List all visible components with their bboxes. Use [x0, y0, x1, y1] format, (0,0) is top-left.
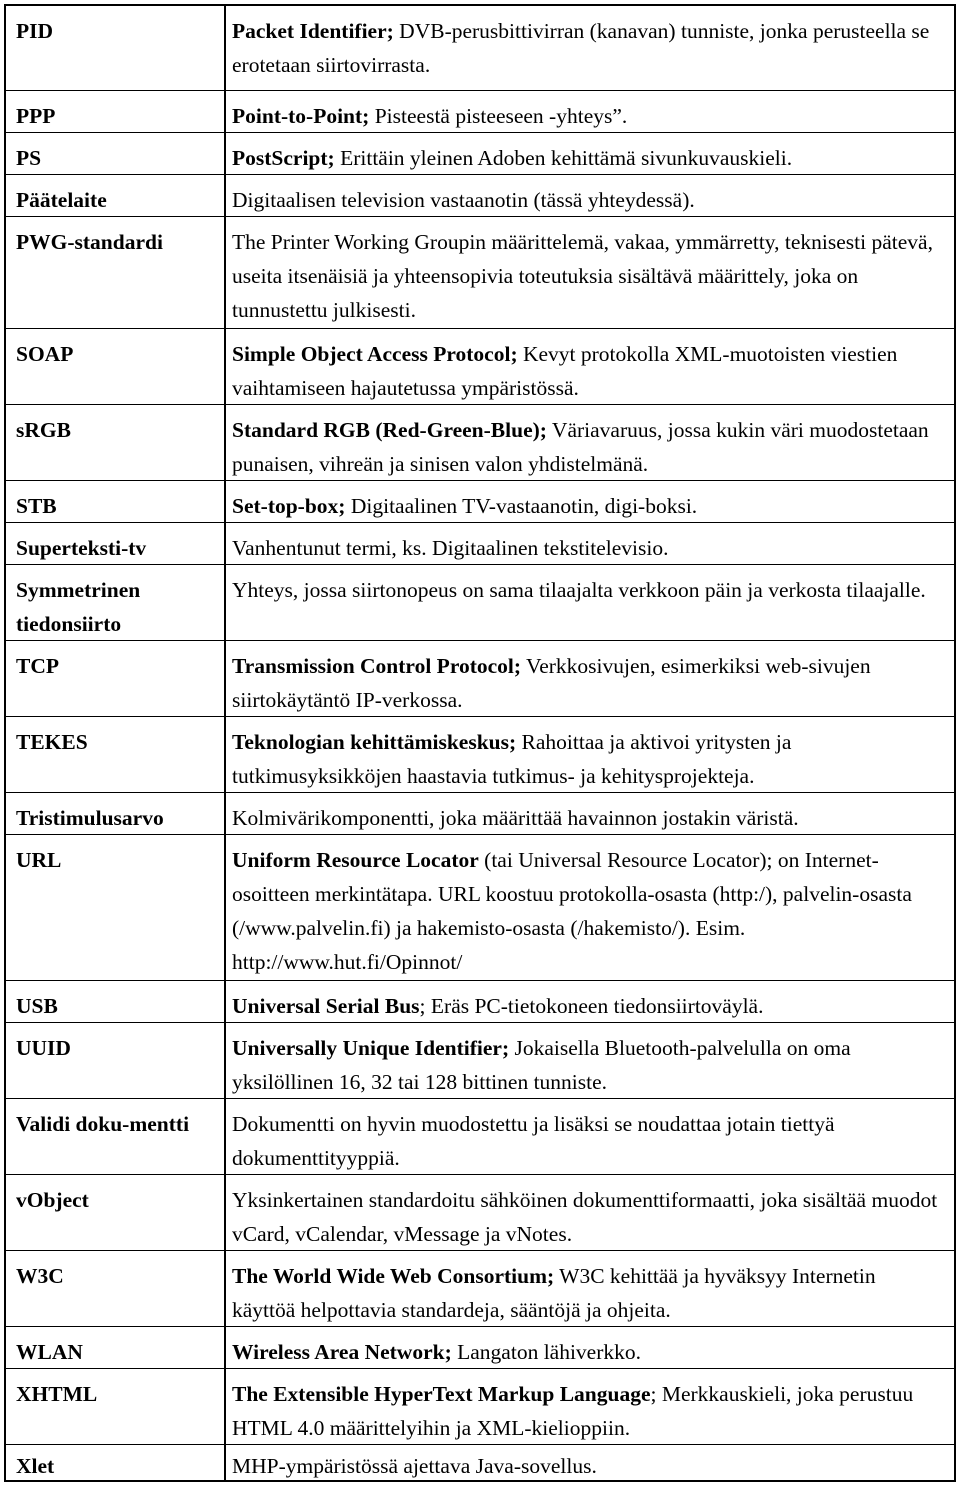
glossary-term: XHTML — [16, 1382, 98, 1406]
definition-text: Vanhentunut termi, ks. Digitaalinen tekstitelevisio. — [232, 536, 669, 560]
definition-bold-part: Universal Serial Bus — [232, 994, 420, 1018]
table-row — [6, 328, 954, 405]
definition-bold-part: Packet Identifier; — [232, 19, 394, 43]
table-row — [6, 1368, 954, 1445]
table-row — [6, 216, 954, 329]
glossary-term: WLAN — [16, 1340, 83, 1364]
glossary-term: PID — [16, 19, 54, 43]
glossary-term: PPP — [16, 104, 56, 128]
glossary-table — [4, 4, 956, 1482]
glossary-term: TEKES — [16, 730, 88, 754]
definition-text: The Printer Working Groupin määrittelemä, vakaa, ymmärretty, teknisesti pätevä, useita itsenäisiä ja yhteensopivia toteutuksia sisältävä määrittely, joka on tunnustettu julkisesti. — [232, 230, 933, 322]
glossary-term: Tristimulusarvo — [16, 806, 164, 830]
definition-text: Langaton lähiverkko. — [451, 1340, 642, 1364]
glossary-term: Validi doku-mentti — [16, 1112, 190, 1136]
glossary-definition — [232, 99, 944, 133]
definition-bold-part: The Extensible HyperText Markup Language — [232, 1382, 651, 1406]
definition-text: Digitaalisen television vastaanotin (tässä yhteydessä). — [232, 188, 695, 212]
definition-bold-part: Universally Unique Identifier; — [232, 1036, 510, 1060]
table-row — [6, 480, 954, 523]
table-row — [6, 6, 954, 90]
definition-bold-part: Teknologian kehittämiskeskus; — [232, 730, 517, 754]
definition-text: Pisteestä pisteeseen -yhteys”. — [369, 104, 628, 128]
definition-text: ; Eräs PC-tietokoneen tiedonsiirtoväylä. — [419, 994, 764, 1018]
definition-bold-part: Simple Object Access Protocol; — [232, 342, 518, 366]
glossary-term: TCP — [16, 654, 59, 678]
table-row — [6, 174, 954, 217]
definition-bold-part: The World Wide Web Consortium; — [232, 1264, 555, 1288]
glossary-term: W3C — [16, 1264, 64, 1288]
definition-bold-part: Uniform Resource Locator — [232, 848, 479, 872]
glossary-term: vObject — [16, 1188, 89, 1212]
definition-text: (tai Universal Resource Locator); on Internet-osoitteen merkintätapa. URL koostuu protokolla-osasta (http:/), palvelin-osasta (/www.palvelin.fi) ja hakemisto-osasta (/hakemisto/). Esim. http://www.hut.fi/Opinnot/ — [232, 848, 912, 974]
definition-bold-part: Set-top-box; — [232, 494, 346, 518]
definition-text: ; Merkkauskieli, joka perustuu HTML 4.0 määrittelyihin ja XML-kielioppiin. — [232, 1382, 914, 1440]
definition-text: Rahoittaa ja aktivoi yritysten ja tutkimusyksikköjen haastavia tutkimus- ja kehitysprojekteja. — [232, 730, 792, 788]
table-row — [6, 834, 954, 981]
table-row — [6, 1444, 954, 1481]
definition-text: Väriavaruus, jossa kukin väri muodostetaan punaisen, vihreän ja sinisen valon yhdistelmänä. — [232, 418, 929, 476]
definition-text: MHP-ympäristössä ajettava Java-sovellus. — [232, 1454, 597, 1478]
definition-bold-part: Standard RGB (Red-Green-Blue); — [232, 418, 547, 442]
table-row — [6, 716, 954, 793]
glossary-term: URL — [16, 848, 62, 872]
glossary-definition — [232, 801, 944, 835]
definition-bold-part: PostScript; — [232, 146, 335, 170]
definition-text: DVB-perusbittivirran (kanavan) tunniste, jonka perusteella se erotetaan siirtovirrasta. — [232, 19, 930, 77]
table-row — [6, 404, 954, 481]
glossary-term: Xlet — [16, 1454, 55, 1478]
table-row — [6, 1326, 954, 1369]
table-row — [6, 564, 954, 641]
glossary-definition — [232, 1335, 944, 1369]
glossary-definition — [232, 1259, 944, 1327]
glossary-term: Superteksti-tv — [16, 536, 147, 560]
table-row — [6, 522, 954, 565]
glossary-term: PWG-standardi — [16, 230, 163, 254]
table-row — [6, 792, 954, 835]
glossary-definition — [232, 1107, 944, 1175]
table-row — [6, 1098, 954, 1175]
glossary-definition — [232, 141, 944, 175]
glossary-term: Symmetrinen tiedonsiirto — [16, 578, 141, 636]
definition-text: Kevyt protokolla XML-muotoisten viestien vaihtamiseen hajautetussa ympäristössä. — [232, 342, 898, 400]
glossary-term: UUID — [16, 1036, 71, 1060]
definition-text: Verkkosivujen, esimerkiksi web-sivujen siirtokäytäntö IP-verkossa. — [232, 654, 871, 712]
glossary-definition — [232, 489, 944, 523]
definition-text: Dokumentti on hyvin muodostettu ja lisäksi se noudattaa jotain tiettyä dokumenttityyppiä. — [232, 1112, 835, 1170]
glossary-term: Päätelaite — [16, 188, 107, 212]
definition-text: W3C kehittää ja hyväksyy Internetin käyttöä helpottavia standardeja, sääntöjä ja ohjeita. — [232, 1264, 876, 1322]
glossary-definition — [232, 1449, 944, 1483]
table-row — [6, 1174, 954, 1251]
definition-text: Yksinkertainen standardoitu sähköinen dokumenttiformaatti, joka sisältää muodot vCard, vCalendar, vMessage ja vNotes. — [232, 1188, 938, 1246]
table-row — [6, 90, 954, 133]
glossary-term: PS — [16, 146, 42, 170]
glossary-definition — [232, 843, 944, 979]
glossary-term: SOAP — [16, 342, 74, 366]
glossary-term: USB — [16, 994, 58, 1018]
definition-text: Erittäin yleinen Adoben kehittämä sivunkuvauskieli. — [334, 146, 793, 170]
glossary-definition — [232, 989, 944, 1023]
glossary-definition — [232, 1031, 944, 1099]
glossary-definition — [232, 649, 944, 717]
glossary-definition — [232, 1377, 944, 1445]
definition-bold-part: Transmission Control Protocol; — [232, 654, 522, 678]
table-row — [6, 980, 954, 1023]
glossary-definition — [232, 573, 944, 607]
glossary-definition — [232, 14, 944, 82]
glossary-definition — [232, 183, 944, 217]
table-row — [6, 1022, 954, 1099]
glossary-definition — [232, 531, 944, 565]
definition-bold-part: Point-to-Point; — [232, 104, 370, 128]
glossary-definition — [232, 337, 944, 405]
definition-text: Digitaalinen TV-vastaanotin, digi-boksi. — [345, 494, 698, 518]
table-row — [6, 132, 954, 175]
glossary-definition — [232, 413, 944, 481]
glossary-term: STB — [16, 494, 57, 518]
glossary-definition — [232, 225, 944, 327]
table-row — [6, 1250, 954, 1327]
glossary-definition — [232, 1183, 944, 1251]
definition-text: Jokaisella Bluetooth-palvelulla on oma yksilöllinen 16, 32 tai 128 bittinen tunniste. — [232, 1036, 851, 1094]
definition-text: Kolmivärikomponentti, joka määrittää havainnon jostakin väristä. — [232, 806, 799, 830]
definition-bold-part: Wireless Area Network; — [232, 1340, 452, 1364]
definition-text: Yhteys, jossa siirtonopeus on sama tilaajalta verkkoon päin ja verkosta tilaajalle. — [232, 578, 926, 602]
table-row — [6, 640, 954, 717]
glossary-term: sRGB — [16, 418, 71, 442]
glossary-definition — [232, 725, 944, 793]
